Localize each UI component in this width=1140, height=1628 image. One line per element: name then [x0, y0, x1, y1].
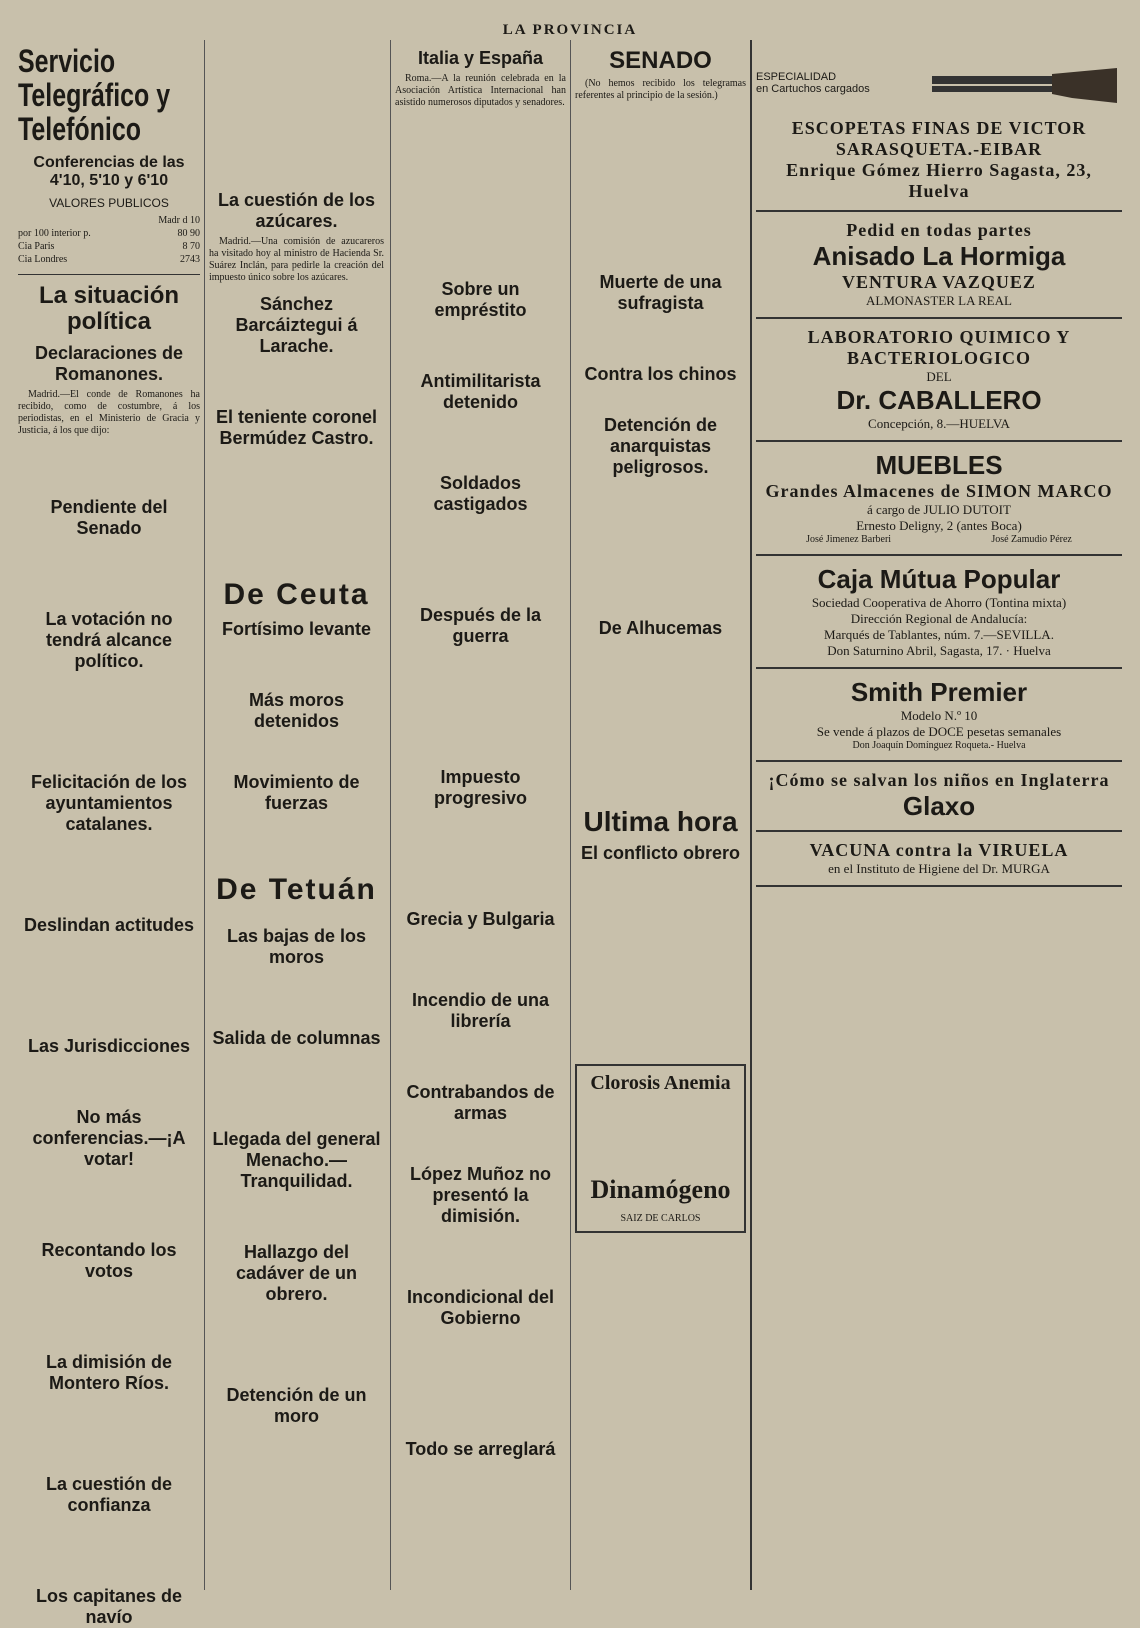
ad-title: Dinamógeno	[590, 1175, 731, 1204]
ad-text: Glaxo	[902, 791, 976, 821]
values-title: VALORES PUBLICOS	[49, 196, 169, 210]
headline: López Muñoz no presentó la dimisión.	[410, 1164, 551, 1226]
ad-text: ESPECIALIDAD	[756, 71, 837, 83]
headline: Más moros detenidos	[248, 690, 345, 731]
ad-text: Anisado La Hormiga	[812, 241, 1066, 271]
headline: Fortísimo levante	[221, 619, 372, 639]
ad-text: SAIZ DE CARLOS	[620, 1213, 701, 1224]
headline: La dimisión de Montero Ríos.	[45, 1352, 173, 1393]
ad-text: Dr. CABALLERO	[836, 385, 1042, 415]
lead-text: Madrid.—Una comisión de azucareros ha visitado hoy al ministro de Hacienda Sr. Suárez Inclán, para pedirle la creación del impuesto único sobre los azúcares.	[209, 236, 384, 283]
column-4	[570, 40, 746, 1590]
headline: Sobre un empréstito	[434, 279, 527, 320]
ad-text: ¡Cómo se salvan los niños en Inglaterra	[768, 770, 1110, 790]
headline: Los capitanes de navío	[35, 1586, 183, 1627]
lead-text: (No hemos recibido los telegramas referentes al principio de la sesión.)	[575, 78, 746, 101]
headline: Felicitación de los ayuntamientos catalanes.	[30, 772, 188, 834]
headline: Incondicional del Gobierno	[406, 1287, 554, 1328]
section-title: Servicio Telegráfico y Telefónico	[18, 43, 171, 147]
headline: Las Jurisdicciones	[27, 1036, 191, 1056]
ad-text: en el Instituto de Higiene del Dr. MURGA	[828, 861, 1050, 876]
headline: Italia y España	[417, 48, 544, 68]
ad-text: Se vende á plazos de DOCE pesetas semanales	[816, 724, 1062, 739]
headline: De Ceuta	[223, 578, 370, 611]
ad-text: Marqués de Tablantes, núm. 7.—SEVILLA.	[824, 627, 1054, 642]
dinamogeno-ad	[575, 1064, 746, 1233]
ad-text: en Cartuchos cargados	[756, 83, 870, 95]
headline: La cuestión de los azúcares.	[217, 190, 376, 231]
ad-title: Clorosis Anemia	[590, 1072, 731, 1094]
shotgun-icon	[922, 48, 1122, 118]
ad-text: á cargo de JULIO DUTOIT	[867, 502, 1011, 517]
ad-text: Dirección Regional de Andalucía:	[850, 611, 1028, 626]
ad-text: VENTURA VAZQUEZ	[842, 272, 1036, 292]
ad-text: ALMONASTER LA REAL	[866, 293, 1012, 308]
headline: Las bajas de los moros	[226, 926, 367, 967]
lead-text: Roma.—A la reunión celebrada en la Asociación Artística Internacional han asistido numerosos diputados y senadores.	[395, 73, 566, 108]
ad-vacuna	[756, 832, 1122, 887]
headline: Después de la guerra	[419, 605, 542, 646]
ad-laboratorio	[756, 319, 1122, 442]
headline: Contrabandos de armas	[406, 1082, 555, 1123]
headline: Recontando los votos	[41, 1240, 177, 1281]
ad-text: Don Joaquín Domínguez Roqueta.- Huelva	[852, 740, 1026, 751]
ad-glaxo	[756, 762, 1122, 832]
ad-text: LABORATORIO QUIMICO Y BACTERIOLOGICO	[807, 327, 1071, 368]
ad-text: Pedid en todas partes	[846, 220, 1032, 240]
ad-muebles	[756, 442, 1122, 556]
ad-text: José Zamudio Pérez	[991, 534, 1072, 545]
headline: La situación política	[38, 282, 180, 335]
headline: Hallazgo del cadáver de un obrero.	[235, 1242, 358, 1304]
ad-text: Smith Premier	[850, 677, 1028, 707]
headline: Declaraciones de Romanones.	[34, 343, 184, 384]
ad-text: Concepción, 8.—HUELVA	[868, 416, 1010, 431]
headline: De Alhucemas	[598, 618, 723, 638]
ad-text: Ernesto Deligny, 2 (antes Boca)	[856, 518, 1022, 533]
ad-text: VACUNA contra la VIRUELA	[809, 840, 1069, 860]
headline: Movimiento de fuerzas	[233, 772, 360, 813]
table-row: Cia Londres 2743	[18, 254, 200, 265]
headline: No más conferencias.—¡A votar!	[32, 1107, 186, 1169]
ad-text: Don Saturnino Abril, Sagasta, 17. · Huelva	[827, 643, 1051, 658]
headline: La cuestión de confianza	[45, 1474, 173, 1515]
column-2	[204, 40, 384, 1590]
ad-text: Caja Mútua Popular	[817, 564, 1061, 594]
headline: De Tetuán	[216, 873, 377, 906]
table-row: Cia Paris 8 70	[18, 241, 200, 252]
ad-text: DEL	[926, 369, 952, 384]
ad-anisado	[756, 212, 1122, 319]
ad-text: MUEBLES	[875, 450, 1003, 480]
ad-text: José Jimenez Barberi	[806, 534, 892, 545]
headline: Sánchez Barcáiztegui á Larache.	[235, 294, 358, 356]
running-head: LA PROVINCIA	[502, 22, 638, 38]
headline: Grecia y Bulgaria	[406, 909, 555, 929]
headline: Todo se arreglará	[405, 1439, 556, 1459]
headline: Soldados castigados	[433, 473, 528, 514]
ad-text: Sociedad Cooperativa de Ahorro (Tontina mixta)	[811, 595, 1067, 610]
headline: Ultima hora	[583, 806, 738, 837]
table-row: por 100 interior p. 80 90	[18, 228, 200, 239]
headline: Llegada del general Menacho.—Tranquilidad.	[212, 1129, 381, 1191]
ad-smith-premier	[756, 669, 1122, 762]
subtitle: Conferencias de las 4'10, 5'10 y 6'10	[33, 154, 185, 189]
column-1	[18, 40, 200, 1627]
ad-text: ESCOPETAS FINAS DE VICTOR SARASQUETA.-EIBAR	[791, 118, 1087, 159]
headline: El teniente coronel Bermúdez Castro.	[215, 407, 378, 448]
headline: Deslindan actitudes	[23, 915, 195, 935]
column-5	[750, 40, 1122, 1590]
headline: Antimilitarista detenido	[420, 371, 541, 412]
headline: Detención de un moro	[226, 1385, 367, 1426]
ad-text: Grandes Almacenes de SIMON MARCO	[765, 481, 1113, 501]
headline: Pendiente del Senado	[50, 497, 168, 538]
quotes-table	[18, 214, 200, 266]
headline: Detención de anarquistas peligrosos.	[603, 415, 718, 477]
divider	[18, 274, 200, 275]
headline: El conflicto obrero	[580, 843, 740, 863]
headline: Impuesto progresivo	[433, 767, 528, 808]
column-3	[390, 40, 566, 1590]
table-row: Madr d 10	[158, 215, 200, 226]
ad-text: Modelo N.º 10	[900, 708, 978, 723]
headline: Salida de columnas	[212, 1028, 381, 1048]
ad-caja-mutua	[756, 556, 1122, 669]
headline: Contra los chinos	[584, 364, 737, 384]
headline: Incendio de una librería	[411, 990, 549, 1031]
ad-text: Enrique Gómez Hierro Sagasta, 23, Huelva	[786, 160, 1092, 201]
headline: La votación no tendrá alcance político.	[45, 609, 173, 671]
ad-sarasqueta	[756, 40, 1122, 212]
headline: SENADO	[609, 47, 712, 74]
lead-text: Madrid.—El conde de Romanones ha recibido, como de costumbre, á los periodistas, en el Ministerio de Gracia y Justicia, á los que dijo:	[18, 389, 200, 436]
headline: Muerte de una sufragista	[599, 272, 722, 313]
